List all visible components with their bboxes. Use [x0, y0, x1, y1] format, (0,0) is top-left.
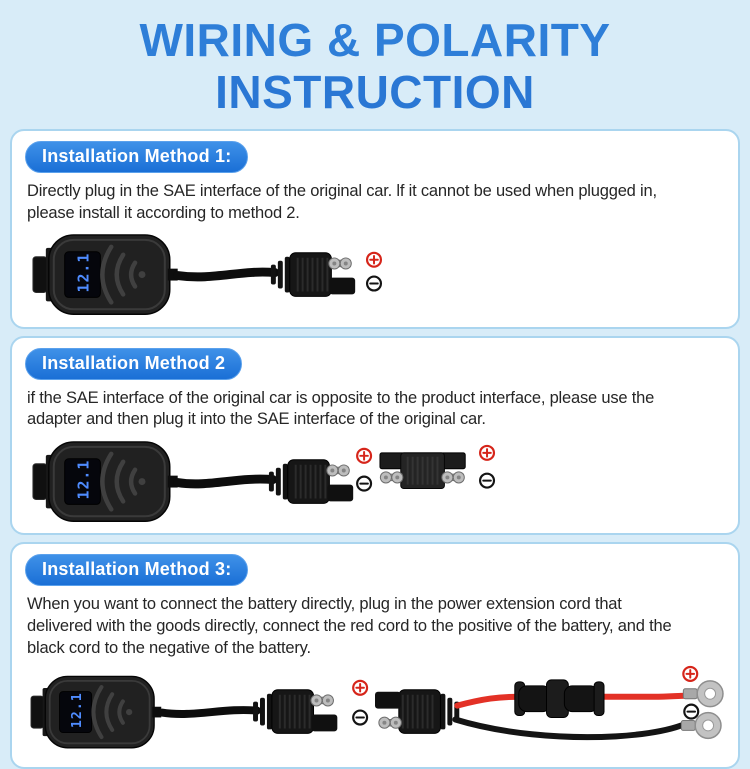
method-3-illustration	[25, 664, 725, 763]
fuse-holder	[515, 679, 604, 717]
title-line-1: WIRING & POLARITY	[139, 14, 611, 66]
sae-connector	[253, 689, 337, 733]
positive-polarity-icon	[480, 446, 494, 460]
negative-polarity-icon	[480, 474, 494, 488]
method-2-card	[10, 336, 740, 536]
positive-polarity-icon	[353, 680, 367, 694]
page-title	[0, 0, 750, 129]
method-2-badge: Installation Method 2	[25, 348, 242, 380]
method-1-badge: Installation Method 1:	[25, 141, 248, 173]
positive-polarity-icon	[357, 449, 371, 463]
method-3-badge: Installation Method 3:	[25, 554, 248, 586]
method-2-text: if the SAE interface of the original car is opposite to the product interface, please use the adapter and then plug it into the SAE interface of the original car.	[27, 388, 655, 429]
negative-polarity-icon	[357, 477, 371, 491]
positive-polarity-icon	[367, 253, 381, 267]
method-2-illustration	[25, 435, 725, 529]
usb-charger-device	[33, 442, 178, 521]
sae-connector	[271, 253, 355, 297]
negative-polarity-icon	[353, 710, 367, 724]
cable	[178, 272, 275, 277]
black-negative-wire	[455, 719, 681, 737]
negative-polarity-icon	[684, 704, 698, 718]
battery-extension-cord	[375, 667, 723, 738]
method-1-card	[10, 129, 740, 329]
method-3-text: When you want to connect the battery directly, plug in the power extension cord that delivered with the goods directly, connect the red cord to the positive of the battery, and the black cord to the negative of the battery.	[27, 595, 672, 657]
cable	[178, 479, 273, 484]
positive-polarity-icon	[683, 667, 697, 681]
positive-ring-terminal	[683, 680, 723, 706]
usb-charger-device	[33, 235, 178, 314]
usb-charger-device	[31, 676, 161, 747]
negative-polarity-icon	[367, 277, 381, 291]
sae-polarity-adapter	[380, 453, 465, 489]
cable	[162, 710, 257, 714]
sae-connector	[269, 460, 353, 504]
title-line-2: INSTRUCTION	[215, 66, 535, 119]
method-3-card	[10, 542, 740, 768]
method-1-illustration	[25, 228, 725, 322]
method-1-text: Directly plug in the SAE interface of the original car. lf it cannot be used when plugged in, please install it according to method 2.	[27, 181, 657, 222]
sae-connector-mirrored	[375, 689, 459, 733]
